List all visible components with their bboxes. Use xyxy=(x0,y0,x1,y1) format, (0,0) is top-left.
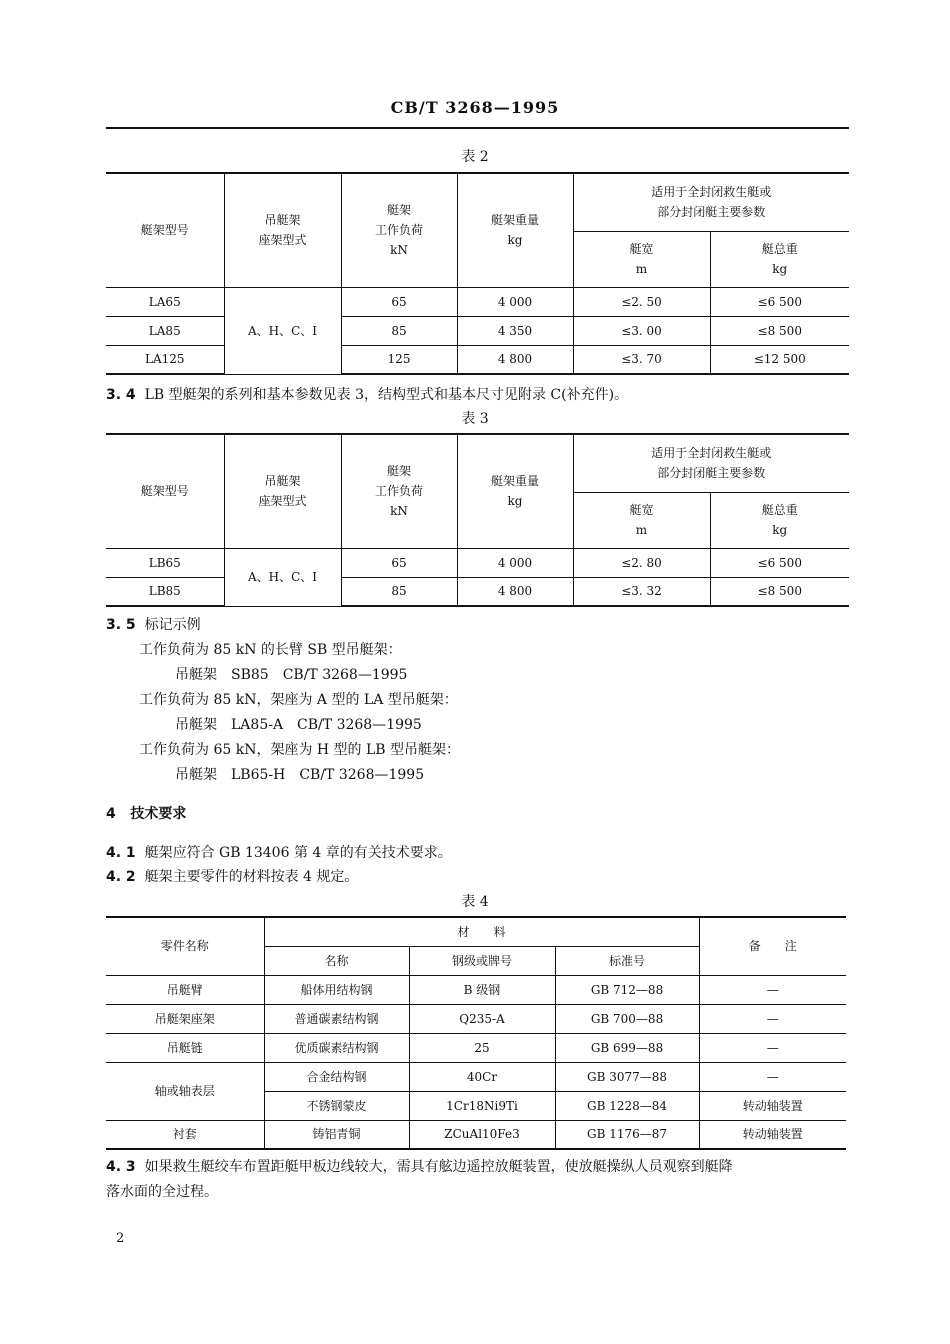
table-cell: — xyxy=(699,975,846,1004)
header-rule xyxy=(106,127,849,129)
table-cell: ≤6 500 xyxy=(710,548,849,577)
table-cell: LA125 xyxy=(106,345,224,374)
document-code: CB/T 3268—1995 xyxy=(390,98,560,117)
section-4-2: 4. 2 艇架主要零件的材料按表 4 规定。 xyxy=(106,869,359,885)
table-cell: 65 xyxy=(341,287,457,316)
table-cell: 吊艇架座架 xyxy=(106,1004,264,1033)
table-cell: GB 712—88 xyxy=(555,975,699,1004)
example-mark: 吊艇架 LB65-H CB/T 3268—1995 xyxy=(175,767,425,783)
header-weight: 艇架重量 kg xyxy=(457,173,573,287)
table-cell: 4 800 xyxy=(457,345,573,374)
table-cell: LA65 xyxy=(106,287,224,316)
section-4-1: 4. 1 艇架应符合 GB 13406 第 4 章的有关技术要求。 xyxy=(106,845,452,861)
table-cell: B 级钢 xyxy=(409,975,555,1004)
header-total-weight: 艇总重 kg xyxy=(710,492,849,548)
example-mark: 吊艇架 SB85 CB/T 3268—1995 xyxy=(175,667,408,683)
header-applicable: 适用于全封闭救生艇或 部分封闭艇主要参数 xyxy=(573,173,849,231)
header-part: 零件名称 xyxy=(106,917,264,975)
table-cell: 轴或轴表层 xyxy=(106,1062,264,1120)
table-cell: ≤3. 70 xyxy=(573,345,710,374)
header-remark: 备 注 xyxy=(699,917,846,975)
example-line: 工作负荷为 65 kN，架座为 H 型的 LB 型吊艇架： xyxy=(139,742,461,758)
header-seat-form: 吊艇架 座架型式 xyxy=(224,173,341,287)
table-cell: LB85 xyxy=(106,577,224,606)
table-cell: 85 xyxy=(341,577,457,606)
seat-form-cell: A、H、C、I xyxy=(224,287,341,374)
table4-caption: 表 4 xyxy=(461,894,489,910)
table-cell: LB65 xyxy=(106,548,224,577)
table-cell: 65 xyxy=(341,548,457,577)
table-cell: Q235-A xyxy=(409,1004,555,1033)
table-cell: ≤8 500 xyxy=(710,316,849,345)
table-cell: GB 1176—87 xyxy=(555,1120,699,1149)
header-seat-form: 吊艇架 座架型式 xyxy=(224,434,341,548)
header-model: 艇架型号 xyxy=(106,173,224,287)
table-cell: ≤3. 32 xyxy=(573,577,710,606)
table-cell: 40Cr xyxy=(409,1062,555,1091)
table-cell: 4 800 xyxy=(457,577,573,606)
table-cell: 铸铝青铜 xyxy=(264,1120,409,1149)
table-cell: 4 000 xyxy=(457,287,573,316)
table-cell: 优质碳素结构钢 xyxy=(264,1033,409,1062)
table-cell: ≤8 500 xyxy=(710,577,849,606)
table-cell: ≤2. 80 xyxy=(573,548,710,577)
table-cell: ≤6 500 xyxy=(710,287,849,316)
header-width: 艇宽 m xyxy=(573,231,710,287)
table-cell: 85 xyxy=(341,316,457,345)
table3-caption: 表 3 xyxy=(461,411,489,427)
table4 xyxy=(106,916,846,1150)
table-cell: 吊艇链 xyxy=(106,1033,264,1062)
table-cell: 普通碳素结构钢 xyxy=(264,1004,409,1033)
table2-caption: 表 2 xyxy=(461,149,489,165)
table-cell: — xyxy=(699,1004,846,1033)
header-weight: 艇架重量 kg xyxy=(457,434,573,548)
header-model: 艇架型号 xyxy=(106,434,224,548)
section-3-4: 3. 4 LB 型艇架的系列和基本参数见表 3，结构型式和基本尺寸见附录 C(补充件)。 xyxy=(106,387,629,403)
table-cell: — xyxy=(699,1033,846,1062)
table-cell: 4 350 xyxy=(457,316,573,345)
table-cell: ZCuAl10Fe3 xyxy=(409,1120,555,1149)
table-cell: 船体用结构钢 xyxy=(264,975,409,1004)
table-cell: GB 3077—88 xyxy=(555,1062,699,1091)
section-3-5-title: 3. 5 标记示例 xyxy=(106,617,201,633)
example-line: 工作负荷为 85 kN 的长臂 SB 型吊艇架： xyxy=(139,642,402,658)
header-applicable: 适用于全封闭救生艇或 部分封闭艇主要参数 xyxy=(573,434,849,492)
seat-form-cell: A、H、C、I xyxy=(224,548,341,606)
section-4-3: 4. 3 如果救生艇绞车布置距艇甲板边线较大，需具有舷边遥控放艇装置，使放艇操纵人员观察到艇降 xyxy=(106,1159,733,1175)
header-width: 艇宽 m xyxy=(573,492,710,548)
header-load: 艇架 工作负荷 kN xyxy=(341,173,457,287)
header-material: 材 料 xyxy=(264,917,699,946)
table-cell: 吊艇臂 xyxy=(106,975,264,1004)
table-cell: 25 xyxy=(409,1033,555,1062)
example-mark: 吊艇架 LA85-A CB/T 3268—1995 xyxy=(175,717,422,733)
table-cell: — xyxy=(699,1062,846,1091)
example-line: 工作负荷为 85 kN，架座为 A 型的 LA 型吊艇架： xyxy=(139,692,458,708)
table-cell: LA85 xyxy=(106,316,224,345)
table-cell: 合金结构钢 xyxy=(264,1062,409,1091)
table-cell: GB 1228—84 xyxy=(555,1091,699,1120)
table-cell: 125 xyxy=(341,345,457,374)
table-cell: 转动轴装置 xyxy=(699,1120,846,1149)
header-total-weight: 艇总重 kg xyxy=(710,231,849,287)
table-cell: ≤2. 50 xyxy=(573,287,710,316)
header-load: 艇架 工作负荷 kN xyxy=(341,434,457,548)
table-cell: 衬套 xyxy=(106,1120,264,1149)
table-cell: 4 000 xyxy=(457,548,573,577)
table-cell: 转动轴装置 xyxy=(699,1091,846,1120)
page-number: 2 xyxy=(116,1231,125,1246)
table-cell: GB 700—88 xyxy=(555,1004,699,1033)
table-cell: 1Cr18Ni9Ti xyxy=(409,1091,555,1120)
section-4-3-continued: 落水面的全过程。 xyxy=(106,1184,218,1200)
table-cell: GB 699—88 xyxy=(555,1033,699,1062)
table-cell: ≤12 500 xyxy=(710,345,849,374)
header-grade: 钢级或牌号 xyxy=(409,946,555,975)
table3 xyxy=(106,433,849,607)
header-standard: 标准号 xyxy=(555,946,699,975)
section-4-heading: 4 技术要求 xyxy=(106,806,187,822)
table-cell: ≤3. 00 xyxy=(573,316,710,345)
table-cell: 不锈钢蒙皮 xyxy=(264,1091,409,1120)
header-name: 名称 xyxy=(264,946,409,975)
table2 xyxy=(106,172,849,375)
